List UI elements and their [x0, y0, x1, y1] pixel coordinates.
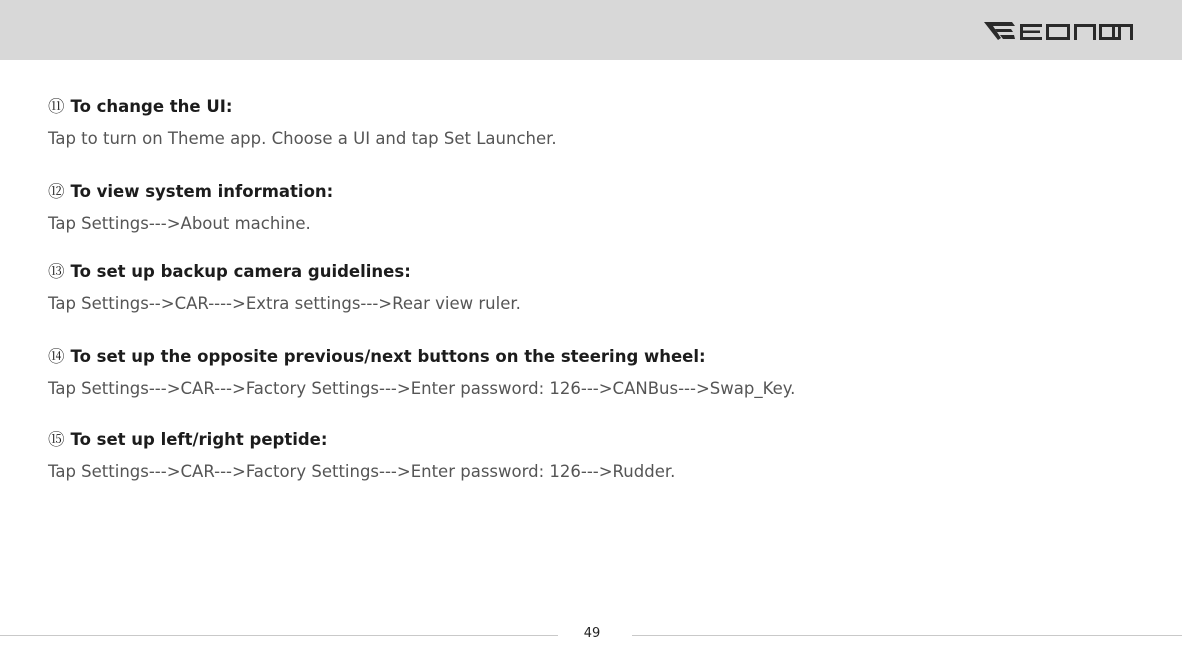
section-body: Tap Settings--->CAR--->Factory Settings--->Enter password: 126--->CANBus--->Swap_Key.	[48, 379, 796, 398]
section-title	[48, 181, 1138, 203]
section-number: ⑮	[48, 430, 65, 449]
section-title-text: To set up left/right peptide:	[70, 430, 328, 449]
content	[48, 96, 1138, 483]
header-bar	[0, 0, 1182, 60]
section-camera-guidelines	[48, 261, 1138, 315]
section-body: Tap Settings-->CAR---->Extra settings--->Rear view ruler.	[48, 294, 521, 313]
section-steering-wheel	[48, 346, 1138, 400]
footer-divider-left	[0, 635, 558, 636]
footer	[0, 624, 1182, 648]
section-body: Tap Settings--->CAR--->Factory Settings--->Enter password: 126--->Rudder.	[48, 462, 676, 481]
section-title-text: To set up backup camera guidelines:	[70, 262, 411, 281]
section-title	[48, 429, 1138, 451]
section-title	[48, 261, 1138, 283]
section-title	[48, 346, 1138, 368]
section-number: ⑪	[48, 97, 65, 116]
section-title-text: To view system information:	[70, 182, 334, 201]
section-title-text: To change the UI:	[70, 97, 233, 116]
footer-divider-right	[632, 635, 1182, 636]
section-number: ⑬	[48, 262, 65, 281]
section-system-info	[48, 181, 1138, 235]
section-number: ⑫	[48, 182, 65, 201]
section-body: Tap to turn on Theme app. Choose a UI and tap Set Launcher.	[48, 129, 557, 148]
section-change-ui	[48, 96, 1138, 150]
section-title-text: To set up the opposite previous/next buttons on the steering wheel:	[70, 347, 706, 366]
page-number: 49	[583, 626, 601, 641]
eonon-logo	[982, 18, 1134, 44]
section-peptide	[48, 429, 1138, 483]
section-number: ⑭	[48, 347, 65, 366]
section-body: Tap Settings--->About machine.	[48, 214, 311, 233]
section-title	[48, 96, 1138, 118]
